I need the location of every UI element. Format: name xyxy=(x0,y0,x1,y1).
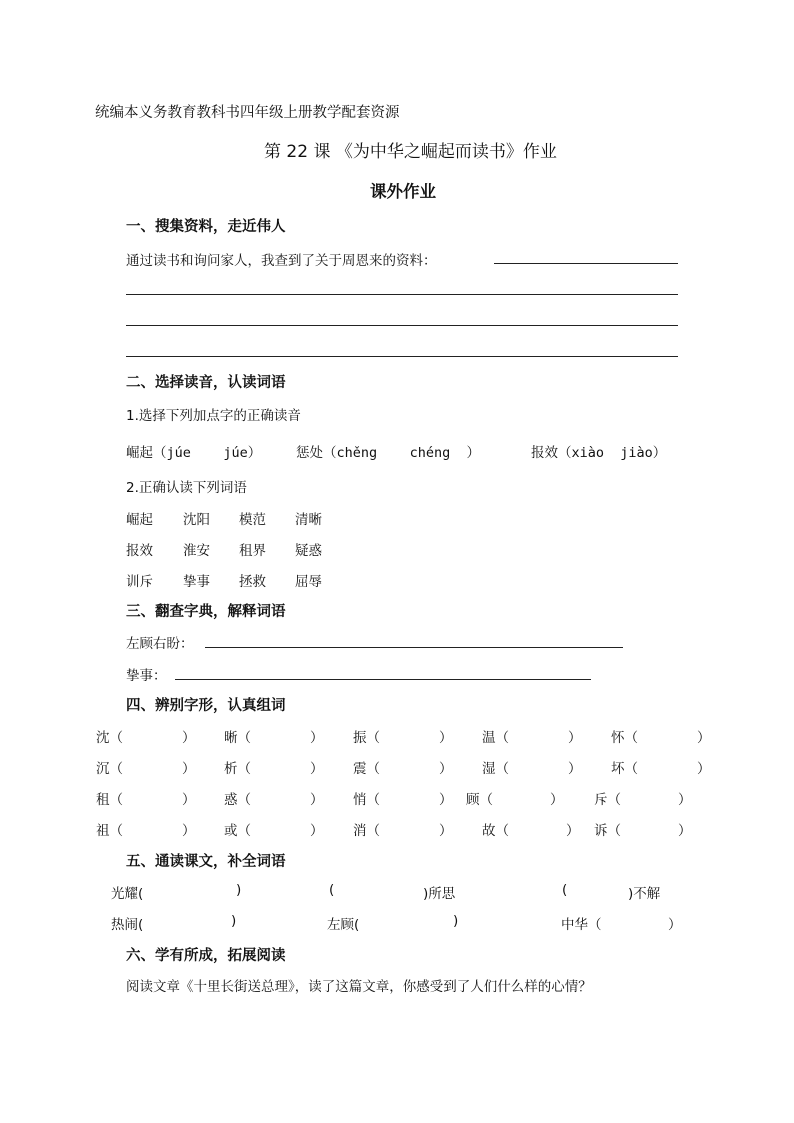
char-blank[interactable]: 坏（ xyxy=(611,761,638,777)
char-blank[interactable]: 斥（ xyxy=(594,792,621,808)
vocab-word: 拯救 xyxy=(239,574,266,590)
pinyin-word: 报效 xyxy=(531,445,558,461)
definition-label: 左顾右盼： xyxy=(126,636,194,652)
fill-blank-close: ) xyxy=(231,913,237,929)
section-4-heading: 四、辨别字形，认真组词 xyxy=(126,698,286,714)
section-3-heading: 三、翻查字典，解释词语 xyxy=(126,604,286,620)
char-blank[interactable]: 湿（ xyxy=(482,761,509,777)
section-5-heading: 五、通读课文，补全词语 xyxy=(126,854,286,870)
char-blank[interactable]: 顾（ xyxy=(466,792,493,808)
char-blank[interactable]: 析（ xyxy=(224,761,251,777)
answer-line[interactable] xyxy=(126,356,678,357)
vocab-word: 沈阳 xyxy=(183,512,210,528)
char-blank[interactable]: 沈（ xyxy=(96,730,123,746)
fill-blank-close: )所思 xyxy=(423,886,456,902)
char-blank[interactable]: 震（ xyxy=(353,761,380,777)
char-blank[interactable]: 或（ xyxy=(224,823,251,839)
char-blank[interactable]: 租（ xyxy=(96,792,123,808)
vocab-word: 模范 xyxy=(239,512,266,528)
char-blank[interactable]: 故（ xyxy=(482,823,509,839)
section-6-heading: 六、学有所成，拓展阅读 xyxy=(126,948,286,964)
fill-blank-open[interactable]: ( xyxy=(562,882,568,898)
pinyin-options: （chěng chéng ） xyxy=(323,445,481,461)
pinyin-item[interactable] xyxy=(296,441,480,461)
pinyin-options: （xiào jiào） xyxy=(558,445,667,461)
section-1-heading: 一、搜集资料，走近伟人 xyxy=(126,219,286,235)
char-blank[interactable]: 沉（ xyxy=(96,761,123,777)
char-blank[interactable]: 晰（ xyxy=(224,730,251,746)
char-blank[interactable]: 惑（ xyxy=(224,792,251,808)
char-blank[interactable]: 诉（ xyxy=(594,823,621,839)
page-subtitle: 课外作业 xyxy=(370,182,436,201)
vocab-word: 屈辱 xyxy=(295,574,322,590)
pinyin-item[interactable] xyxy=(531,441,666,461)
section-1-prompt: 通过读书和询问家人，我查到了关于周恩来的资料： xyxy=(126,253,437,269)
vocab-word: 报效 xyxy=(126,543,153,559)
vocab-word: 挚事 xyxy=(183,574,210,590)
char-blank[interactable]: 振（ xyxy=(353,730,380,746)
char-blank[interactable]: 悄（ xyxy=(353,792,380,808)
fill-blank-close: )不解 xyxy=(628,886,661,902)
fill-blank-open[interactable]: 左顾( xyxy=(327,917,360,933)
answer-line[interactable] xyxy=(126,294,678,295)
pinyin-word: 崛起 xyxy=(126,445,153,461)
vocab-word: 租界 xyxy=(239,543,266,559)
document-header: 统编本义务教育教科书四年级上册教学配套资源 xyxy=(95,105,400,121)
fill-blank-open[interactable]: ( xyxy=(329,882,335,898)
vocab-word: 崛起 xyxy=(126,512,153,528)
section-6-question: 阅读文章《十里长街送总理》，读了这篇文章，你感受到了人们什么样的心情？ xyxy=(126,979,592,995)
vocab-word: 清晰 xyxy=(295,512,322,528)
pinyin-word: 惩处 xyxy=(296,445,323,461)
fill-blank-open[interactable]: 中华（ xyxy=(561,917,602,933)
page-title: 第 22 课 《为中华之崛起而读书》作业 xyxy=(264,142,557,162)
definition-line[interactable] xyxy=(205,647,623,648)
section-2-heading: 二、选择读音，认读词语 xyxy=(126,375,286,391)
pinyin-item[interactable] xyxy=(126,441,261,461)
vocab-word: 疑惑 xyxy=(295,543,322,559)
char-blank[interactable]: 祖（ xyxy=(96,823,123,839)
answer-line[interactable] xyxy=(126,325,678,326)
fill-blank-close: ) xyxy=(236,882,242,898)
fill-blank-close: ) xyxy=(453,913,459,929)
vocab-word: 淮安 xyxy=(183,543,210,559)
vocab-word: 训斥 xyxy=(126,574,153,590)
definition-line[interactable] xyxy=(175,679,591,680)
fill-blank-close: ） xyxy=(668,917,682,933)
char-blank[interactable]: 温（ xyxy=(482,730,509,746)
answer-line[interactable] xyxy=(494,263,678,264)
definition-label: 挚事： xyxy=(126,668,167,684)
pinyin-options: （júe júe） xyxy=(153,445,262,461)
char-blank[interactable]: 怀（ xyxy=(611,730,638,746)
char-blank[interactable]: 消（ xyxy=(353,823,380,839)
fill-blank-open[interactable]: 光耀( xyxy=(111,886,144,902)
section-2-question-1: 1.选择下列加点字的正确读音 xyxy=(126,408,301,424)
fill-blank-open[interactable]: 热闹( xyxy=(111,917,144,933)
section-2-question-2: 2.正确认读下列词语 xyxy=(126,480,247,496)
